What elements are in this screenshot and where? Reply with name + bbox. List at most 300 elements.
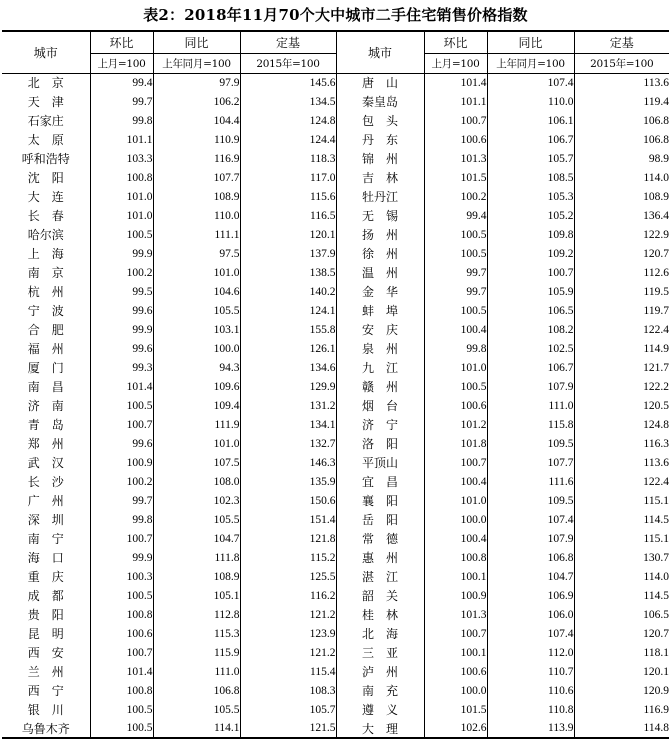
right-mom-cell: 99.7 — [424, 263, 487, 282]
header-yoy-right: 同比 — [487, 31, 574, 53]
header-row-main — [2, 31, 669, 53]
right-mom-cell: 100.0 — [424, 681, 487, 700]
right-city-cell: 泸 州 — [336, 662, 424, 681]
right-mom-cell: 100.6 — [424, 130, 487, 149]
left-fixed-cell: 117.0 — [240, 168, 336, 187]
left-city-cell: 上 海 — [2, 244, 90, 263]
left-fixed-cell: 124.4 — [240, 130, 336, 149]
left-mom-cell: 100.5 — [90, 586, 153, 605]
right-yoy-cell: 105.2 — [487, 206, 574, 225]
right-city-cell: 惠 州 — [336, 548, 424, 567]
right-fixed-cell: 114.5 — [643, 513, 669, 526]
left-fixed-cell: 125.5 — [240, 567, 336, 586]
table-row — [2, 586, 669, 605]
left-mom-cell: 99.9 — [90, 320, 153, 339]
left-yoy-cell: 111.0 — [153, 662, 240, 681]
left-yoy-cell: 101.0 — [153, 434, 240, 453]
left-yoy-cell: 115.9 — [153, 643, 240, 662]
right-fixed-cell: 119.5 — [643, 285, 669, 298]
table-row — [2, 339, 669, 358]
right-yoy-cell: 105.3 — [487, 187, 574, 206]
right-fixed-cell: 122.2 — [643, 380, 669, 393]
table-row — [2, 491, 669, 510]
left-fixed-cell: 116.2 — [240, 586, 336, 605]
right-yoy-cell: 107.4 — [487, 73, 574, 92]
right-mom-cell: 101.4 — [424, 73, 487, 92]
right-city-cell: 丹 东 — [336, 130, 424, 149]
right-mom-cell: 100.9 — [424, 586, 487, 605]
left-fixed-cell: 151.4 — [240, 510, 336, 529]
right-city-cell: 扬 州 — [336, 225, 424, 244]
right-mom-cell: 100.1 — [424, 643, 487, 662]
left-fixed-cell: 123.9 — [240, 624, 336, 643]
right-city-cell: 无 锡 — [336, 206, 424, 225]
left-yoy-cell: 105.5 — [153, 510, 240, 529]
header-mom-sub-left: 上月=100 — [90, 53, 153, 73]
right-city-cell: 秦皇岛 — [336, 92, 424, 111]
table-row — [2, 681, 669, 700]
right-city-cell: 赣 州 — [336, 377, 424, 396]
right-fixed-cell: 114.0 — [643, 171, 669, 184]
left-city-cell: 西 宁 — [2, 681, 90, 700]
table-body — [2, 73, 669, 738]
table-row — [2, 377, 669, 396]
left-mom-cell: 100.7 — [90, 643, 153, 662]
header-mom-right: 环比 — [424, 31, 487, 53]
right-yoy-cell: 109.5 — [487, 491, 574, 510]
left-yoy-cell: 105.1 — [153, 586, 240, 605]
table-row — [2, 263, 669, 282]
left-mom-cell: 100.5 — [90, 225, 153, 244]
table-row — [2, 149, 669, 168]
left-yoy-cell: 108.9 — [153, 567, 240, 586]
header-fixed-left: 定基 — [240, 31, 336, 53]
header-fixed-right: 定基 — [574, 31, 669, 53]
left-yoy-cell: 106.8 — [153, 681, 240, 700]
right-city-cell: 包 头 — [336, 111, 424, 130]
right-yoy-cell: 105.9 — [487, 282, 574, 301]
left-fixed-cell: 137.9 — [240, 244, 336, 263]
header-mom-left: 环比 — [90, 31, 153, 53]
left-mom-cell: 99.8 — [90, 510, 153, 529]
left-yoy-cell: 108.9 — [153, 187, 240, 206]
right-yoy-cell: 105.7 — [487, 149, 574, 168]
right-city-cell: 韶 关 — [336, 586, 424, 605]
left-fixed-cell: 124.8 — [240, 111, 336, 130]
left-yoy-cell: 102.3 — [153, 491, 240, 510]
right-fixed-cell: 130.7 — [643, 551, 669, 564]
right-yoy-cell: 106.5 — [487, 301, 574, 320]
left-fixed-cell: 132.7 — [240, 434, 336, 453]
right-yoy-cell: 111.6 — [487, 472, 574, 491]
right-fixed-cell: 106.8 — [643, 133, 669, 146]
left-mom-cell: 100.8 — [90, 681, 153, 700]
right-mom-cell: 100.1 — [424, 567, 487, 586]
left-city-cell: 深 圳 — [2, 510, 90, 529]
right-mom-cell: 99.7 — [424, 282, 487, 301]
right-fixed-cell: 121.7 — [643, 361, 669, 374]
right-city-cell: 蚌 埠 — [336, 301, 424, 320]
left-mom-cell: 100.5 — [90, 719, 153, 738]
right-city-cell: 唐 山 — [336, 73, 424, 92]
right-yoy-cell: 106.7 — [487, 358, 574, 377]
right-mom-cell: 101.2 — [424, 415, 487, 434]
left-fixed-cell: 126.1 — [240, 339, 336, 358]
left-mom-cell: 100.5 — [90, 396, 153, 415]
left-fixed-cell: 146.3 — [240, 453, 336, 472]
left-fixed-cell: 105.7 — [240, 700, 336, 719]
left-city-cell: 长 春 — [2, 206, 90, 225]
left-mom-cell: 101.4 — [90, 377, 153, 396]
right-mom-cell: 101.3 — [424, 149, 487, 168]
left-mom-cell: 101.1 — [90, 130, 153, 149]
table-row — [2, 453, 669, 472]
left-mom-cell: 103.3 — [90, 149, 153, 168]
left-yoy-cell: 103.1 — [153, 320, 240, 339]
left-mom-cell: 99.9 — [90, 244, 153, 263]
left-yoy-cell: 104.4 — [153, 111, 240, 130]
left-yoy-cell: 105.5 — [153, 700, 240, 719]
table-row — [2, 111, 669, 130]
right-fixed-cell: 120.7 — [643, 627, 669, 640]
left-mom-cell: 99.8 — [90, 111, 153, 130]
right-mom-cell: 101.8 — [424, 434, 487, 453]
left-fixed-cell: 115.2 — [240, 548, 336, 567]
table-row — [2, 472, 669, 491]
right-mom-cell: 99.8 — [424, 339, 487, 358]
right-yoy-cell: 113.9 — [487, 719, 574, 738]
left-yoy-cell: 111.1 — [153, 225, 240, 244]
left-city-cell: 沈 阳 — [2, 168, 90, 187]
table-row — [2, 605, 669, 624]
left-mom-cell: 100.8 — [90, 605, 153, 624]
right-city-cell: 南 充 — [336, 681, 424, 700]
left-fixed-cell: 134.5 — [240, 92, 336, 111]
left-yoy-cell: 111.9 — [153, 415, 240, 434]
right-mom-cell: 101.5 — [424, 700, 487, 719]
table-title: 表2：2018年11月70个大中城市二手住宅销售价格指数 — [143, 6, 528, 24]
left-city-cell: 石家庄 — [2, 111, 90, 130]
left-city-cell: 南 宁 — [2, 529, 90, 548]
table-row — [2, 73, 669, 92]
left-yoy-cell: 116.9 — [153, 149, 240, 168]
right-yoy-cell: 107.4 — [487, 510, 574, 529]
table-row — [2, 282, 669, 301]
table-row — [2, 567, 669, 586]
table-row — [2, 301, 669, 320]
left-city-cell: 宁 波 — [2, 301, 90, 320]
right-city-cell: 北 海 — [336, 624, 424, 643]
right-city-cell: 桂 林 — [336, 605, 424, 624]
left-mom-cell: 100.3 — [90, 567, 153, 586]
left-city-cell: 厦 门 — [2, 358, 90, 377]
left-fixed-cell: 115.6 — [240, 187, 336, 206]
left-fixed-cell: 118.3 — [240, 149, 336, 168]
left-yoy-cell: 97.5 — [153, 244, 240, 263]
left-mom-cell: 99.6 — [90, 339, 153, 358]
right-fixed-cell: 122.4 — [643, 475, 669, 488]
left-city-cell: 海 口 — [2, 548, 90, 567]
left-yoy-cell: 100.0 — [153, 339, 240, 358]
left-mom-cell: 99.3 — [90, 358, 153, 377]
left-yoy-cell: 112.8 — [153, 605, 240, 624]
left-fixed-cell: 138.5 — [240, 263, 336, 282]
left-yoy-cell: 97.9 — [153, 73, 240, 92]
left-city-cell: 大 连 — [2, 187, 90, 206]
left-fixed-cell: 108.3 — [240, 681, 336, 700]
right-fixed-cell: 122.4 — [643, 323, 669, 336]
left-yoy-cell: 107.5 — [153, 453, 240, 472]
left-mom-cell: 100.2 — [90, 472, 153, 491]
right-mom-cell: 100.4 — [424, 320, 487, 339]
right-city-cell: 牡丹江 — [336, 187, 424, 206]
left-city-cell: 呼和浩特 — [2, 149, 90, 168]
left-fixed-cell: 120.1 — [240, 225, 336, 244]
right-yoy-cell: 110.0 — [487, 92, 574, 111]
right-city-cell: 泉 州 — [336, 339, 424, 358]
left-fixed-cell: 155.8 — [240, 320, 336, 339]
left-yoy-cell: 115.3 — [153, 624, 240, 643]
left-fixed-cell: 150.6 — [240, 491, 336, 510]
table-row — [2, 92, 669, 111]
left-city-cell: 合 肥 — [2, 320, 90, 339]
left-mom-cell: 100.5 — [90, 700, 153, 719]
left-city-cell: 贵 阳 — [2, 605, 90, 624]
header-fixed-sub-left: 2015年=100 — [240, 53, 336, 73]
header-yoy-sub-right: 上年同月=100 — [487, 53, 574, 73]
right-yoy-cell: 106.1 — [487, 111, 574, 130]
right-mom-cell: 101.3 — [424, 605, 487, 624]
table-row — [2, 206, 669, 225]
right-fixed-cell: 106.5 — [643, 608, 669, 621]
right-yoy-cell: 110.7 — [487, 662, 574, 681]
right-yoy-cell: 109.2 — [487, 244, 574, 263]
left-yoy-cell: 111.8 — [153, 548, 240, 567]
left-mom-cell: 101.0 — [90, 187, 153, 206]
table-row — [2, 225, 669, 244]
left-mom-cell: 99.6 — [90, 434, 153, 453]
header-city-right: 城市 — [336, 31, 424, 73]
right-fixed-cell: 119.4 — [643, 95, 669, 108]
left-yoy-cell: 109.4 — [153, 396, 240, 415]
left-mom-cell: 100.2 — [90, 263, 153, 282]
left-fixed-cell: 131.2 — [240, 396, 336, 415]
header-mom-sub-right: 上月=100 — [424, 53, 487, 73]
right-mom-cell: 101.0 — [424, 358, 487, 377]
left-fixed-cell: 121.8 — [240, 529, 336, 548]
left-fixed-cell: 134.6 — [240, 358, 336, 377]
table-row — [2, 700, 669, 719]
right-fixed-cell: 114.8 — [574, 719, 669, 738]
right-yoy-cell: 109.5 — [487, 434, 574, 453]
right-fixed-cell: 106.8 — [643, 114, 669, 127]
right-mom-cell: 100.5 — [424, 301, 487, 320]
right-fixed-cell: 119.7 — [643, 304, 669, 317]
right-city-cell: 宜 昌 — [336, 472, 424, 491]
left-city-cell: 郑 州 — [2, 434, 90, 453]
right-city-cell: 湛 江 — [336, 567, 424, 586]
right-fixed-cell: 116.9 — [643, 703, 669, 716]
right-yoy-cell: 112.0 — [487, 643, 574, 662]
right-city-cell: 九 江 — [336, 358, 424, 377]
left-fixed-cell: 115.4 — [240, 662, 336, 681]
right-city-cell: 洛 阳 — [336, 434, 424, 453]
header-row-sub — [2, 53, 669, 73]
table-row — [2, 548, 669, 567]
right-city-cell: 金 华 — [336, 282, 424, 301]
left-mom-cell: 101.4 — [90, 662, 153, 681]
table-row — [2, 396, 669, 415]
right-yoy-cell: 106.7 — [487, 130, 574, 149]
right-yoy-cell: 110.8 — [487, 700, 574, 719]
right-yoy-cell: 110.6 — [487, 681, 574, 700]
left-fixed-cell: 135.9 — [240, 472, 336, 491]
right-yoy-cell: 109.8 — [487, 225, 574, 244]
table-row — [2, 662, 669, 681]
header-fixed-sub-right: 2015年=100 — [574, 53, 669, 73]
right-city-cell: 温 州 — [336, 263, 424, 282]
left-city-cell: 南 昌 — [2, 377, 90, 396]
right-city-cell: 岳 阳 — [336, 510, 424, 529]
right-mom-cell: 100.5 — [424, 244, 487, 263]
table-row — [2, 624, 669, 643]
left-city-cell: 哈尔滨 — [2, 225, 90, 244]
left-yoy-cell: 94.3 — [153, 358, 240, 377]
right-city-cell: 三 亚 — [336, 643, 424, 662]
price-index-table — [2, 30, 669, 739]
right-fixed-cell: 124.8 — [643, 418, 669, 431]
right-fixed-cell: 116.3 — [643, 437, 669, 450]
left-city-cell: 福 州 — [2, 339, 90, 358]
right-city-cell: 济 宁 — [336, 415, 424, 434]
right-fixed-cell: 114.9 — [643, 342, 669, 355]
table-row — [2, 719, 669, 738]
table-row — [2, 643, 669, 662]
table-row — [2, 434, 669, 453]
left-yoy-cell: 104.6 — [153, 282, 240, 301]
right-fixed-cell: 98.9 — [648, 152, 669, 165]
right-city-cell: 大 理 — [336, 719, 424, 738]
right-city-cell: 平顶山 — [336, 453, 424, 472]
right-yoy-cell: 108.5 — [487, 168, 574, 187]
left-city-cell: 兰 州 — [2, 662, 90, 681]
right-city-cell: 吉 林 — [336, 168, 424, 187]
left-yoy-cell: 110.9 — [153, 130, 240, 149]
left-fixed-cell: 140.2 — [240, 282, 336, 301]
right-fixed-cell: 136.4 — [643, 209, 669, 222]
right-yoy-cell: 107.7 — [487, 453, 574, 472]
left-city-cell: 杭 州 — [2, 282, 90, 301]
right-mom-cell: 100.8 — [424, 548, 487, 567]
left-city-cell: 南 京 — [2, 263, 90, 282]
table-row — [2, 168, 669, 187]
left-fixed-cell: 116.5 — [240, 206, 336, 225]
table-row — [2, 187, 669, 206]
table-row — [2, 529, 669, 548]
left-city-cell: 青 岛 — [2, 415, 90, 434]
right-fixed-cell: 118.1 — [643, 646, 669, 659]
right-fixed-cell: 115.1 — [643, 494, 669, 507]
right-yoy-cell: 100.7 — [487, 263, 574, 282]
left-yoy-cell: 110.0 — [153, 206, 240, 225]
left-mom-cell: 100.8 — [90, 168, 153, 187]
table-row — [2, 320, 669, 339]
right-fixed-cell: 120.7 — [643, 247, 669, 260]
left-mom-cell: 99.4 — [90, 73, 153, 92]
left-city-cell: 乌鲁木齐 — [2, 719, 90, 738]
left-yoy-cell: 104.7 — [153, 529, 240, 548]
right-mom-cell: 100.4 — [424, 529, 487, 548]
right-mom-cell: 100.4 — [424, 472, 487, 491]
right-mom-cell: 102.6 — [424, 719, 487, 738]
left-fixed-cell: 121.5 — [240, 719, 336, 738]
left-city-cell: 成 都 — [2, 586, 90, 605]
left-city-cell: 天 津 — [2, 92, 90, 111]
right-yoy-cell: 107.9 — [487, 529, 574, 548]
right-mom-cell: 100.5 — [424, 377, 487, 396]
right-mom-cell: 100.7 — [424, 453, 487, 472]
left-yoy-cell: 101.0 — [153, 263, 240, 282]
table-row — [2, 510, 669, 529]
left-city-cell: 西 安 — [2, 643, 90, 662]
left-mom-cell: 100.7 — [90, 529, 153, 548]
left-fixed-cell: 121.2 — [240, 605, 336, 624]
right-fixed-cell: 120.5 — [643, 399, 669, 412]
right-mom-cell: 100.6 — [424, 396, 487, 415]
left-mom-cell: 100.7 — [90, 415, 153, 434]
left-city-cell: 银 川 — [2, 700, 90, 719]
left-mom-cell: 100.9 — [90, 453, 153, 472]
right-city-cell: 烟 台 — [336, 396, 424, 415]
left-city-cell: 重 庆 — [2, 567, 90, 586]
right-yoy-cell: 115.8 — [487, 415, 574, 434]
right-city-cell: 徐 州 — [336, 244, 424, 263]
right-yoy-cell: 111.0 — [487, 396, 574, 415]
right-yoy-cell: 108.2 — [487, 320, 574, 339]
right-fixed-cell: 115.1 — [643, 532, 669, 545]
right-fixed-cell: 112.6 — [643, 266, 669, 279]
left-fixed-cell: 129.9 — [240, 377, 336, 396]
left-mom-cell: 100.6 — [90, 624, 153, 643]
right-fixed-cell: 114.0 — [643, 570, 669, 583]
left-mom-cell: 99.7 — [90, 92, 153, 111]
left-mom-cell: 99.5 — [90, 282, 153, 301]
left-city-cell: 太 原 — [2, 130, 90, 149]
right-mom-cell: 100.7 — [424, 624, 487, 643]
right-city-cell: 安 庆 — [336, 320, 424, 339]
right-yoy-cell: 104.7 — [487, 567, 574, 586]
right-mom-cell: 100.2 — [424, 187, 487, 206]
table-row — [2, 130, 669, 149]
left-yoy-cell: 114.1 — [153, 719, 240, 738]
left-fixed-cell: 121.2 — [240, 643, 336, 662]
table-row — [2, 244, 669, 263]
right-city-cell: 锦 州 — [336, 149, 424, 168]
left-city-cell: 昆 明 — [2, 624, 90, 643]
left-yoy-cell: 109.6 — [153, 377, 240, 396]
left-fixed-cell: 145.6 — [240, 73, 336, 92]
left-mom-cell: 99.7 — [90, 491, 153, 510]
right-mom-cell: 100.0 — [424, 510, 487, 529]
right-mom-cell: 100.6 — [424, 662, 487, 681]
right-mom-cell: 99.4 — [424, 206, 487, 225]
right-mom-cell: 101.1 — [424, 92, 487, 111]
right-yoy-cell: 106.9 — [487, 586, 574, 605]
right-fixed-cell: 120.1 — [643, 665, 669, 678]
right-yoy-cell: 102.5 — [487, 339, 574, 358]
right-fixed-cell: 120.9 — [643, 684, 669, 697]
left-mom-cell: 101.0 — [90, 206, 153, 225]
